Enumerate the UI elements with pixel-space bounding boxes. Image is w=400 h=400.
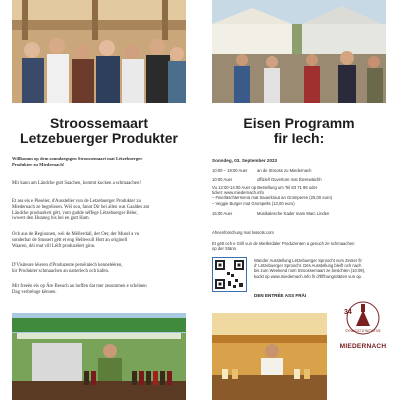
program-time: 15:00 Auer [212,211,233,216]
program-time: 10:00 Auer [212,177,233,182]
program-desc: Musikalesche Kader mam Marc Linden [257,211,330,216]
exhibition-logo [212,257,247,292]
paragraph-line: Dag verbrénge kënnen. [12,289,57,295]
lunch-line: ticket: www.miedernach.info [212,190,264,196]
paragraph-4 [12,263,123,275]
event-date: Sonndeg, 03. September 2023 [212,158,278,163]
paragraph-line: Miedernach ze begréissen. Wéi sou, fannt Dir bei allen wat Gaaldes am [12,204,150,210]
welcome-line: Produkter zu Miedernach! [12,161,65,167]
left-title-line: Letzebuerger Produkter [20,130,178,146]
paragraph-line: Waaren, déi mat vill Léift produzéiert ginn. [12,243,96,249]
lunch-line: Vu 12:00-14:00 Auer op Bestellung um Tel 83 71 86 oder [212,185,318,190]
right-title [212,116,386,146]
logo-subtitle: SYNDICAT D'INITIATIVE [345,329,381,333]
welcome-text [12,156,142,167]
lunch-line: – Feierläschtermenü mat Sauerkraut an Gromperen (25,00 euro) [212,195,333,201]
paragraph-line: D'Visiteure léieren d'Produzente perséinlech kennelééren, [12,263,123,268]
paragraph-1 [12,181,141,187]
paragraph-line: iwwert den Hunneg bis bei en gutt Ham. [12,216,90,222]
paragraph-line: Mir freeën eis op Äre Besuch an hoffen dat mer zesummen e schéinen [12,284,147,289]
lunch-info [212,185,332,206]
paragraph-2 [12,199,149,222]
left-column [12,0,186,400]
right-title-line: fir Iech: [273,130,325,146]
grill-line: op der Stänn. [212,246,238,252]
logo-name: MIEDERNACH [339,343,387,350]
left-title-line: Stroossemaart [49,115,149,131]
exhibition-line: Wander Ausstellung Lëtzebuerger Sproocht vum Zenter fir [254,258,362,263]
exhibition-text [254,258,376,279]
welcome-line: Willkomm op dem sonndaegsgen Stroossemaart mat Lëtzebuerger [12,156,143,161]
program-desc: offiziell Ouverture mat Éierewäichh [257,177,322,182]
paragraph-5 [12,284,147,296]
paragraph-line: sonderbar de Stussert gëtt et eng Hellewull Hott an originell [12,237,128,243]
lunch-line: – Veggie Burger mat Grompelts (13,00 euro) [212,200,295,206]
paragraph-line: Et ass eis e Pleséier, d'Aussteller vun de Letzebuerger Produkter zu [12,199,141,204]
exhibition-line: bis zum Weekend nom Stroossemaart ze besichten (10.09), [254,268,366,274]
grill-text [212,241,354,251]
paragraph-3 [12,232,139,249]
right-title-line: Eisen Programm [243,115,355,131]
paragraph-line: Mir kann am Ländche gutt Saachen, kommt kucken a schmaachen! [12,181,141,186]
paragraph-line: hir Produkter schmaachen an natierlech och kafen. [12,268,110,274]
free-entry-text: DEN ENTRÉE ASS FRÄI [254,293,307,298]
market-crowd-photo [12,0,186,103]
left-title [12,116,186,146]
stall-interior-photo [212,313,327,400]
vendor-stall-photo [12,313,186,400]
grill-line: Et gëtt och e Grill vun de Miellerdaler Produzenten a genuch ze schmaachen [212,241,355,246]
exhibition-line: kuckt op www.miedernach.info fir d'Ëffnungszäiten vun op. [254,273,363,279]
market-street-photo [212,0,386,103]
paragraph-line: Och aus de Regiounen, wéi de Mëllerdall, der Oer, der Musel a vu [12,232,140,237]
exhibition-line: d' Lëtzebuerger Sproocht. Dës Ausstellung bleift och nach [254,263,362,269]
logo-number: 34 [344,309,352,316]
paragraph-line: Ländche produzéiert gëtt, vum gudde séffege Lëtzebuerger Béier, [12,210,138,216]
program-desc: an de Strooss zu Miedernach [257,168,312,173]
registration-text: Ahnenforschung mat lossots.com [212,230,274,235]
program-time: 10:00 – 18:00 Auer [212,168,248,173]
